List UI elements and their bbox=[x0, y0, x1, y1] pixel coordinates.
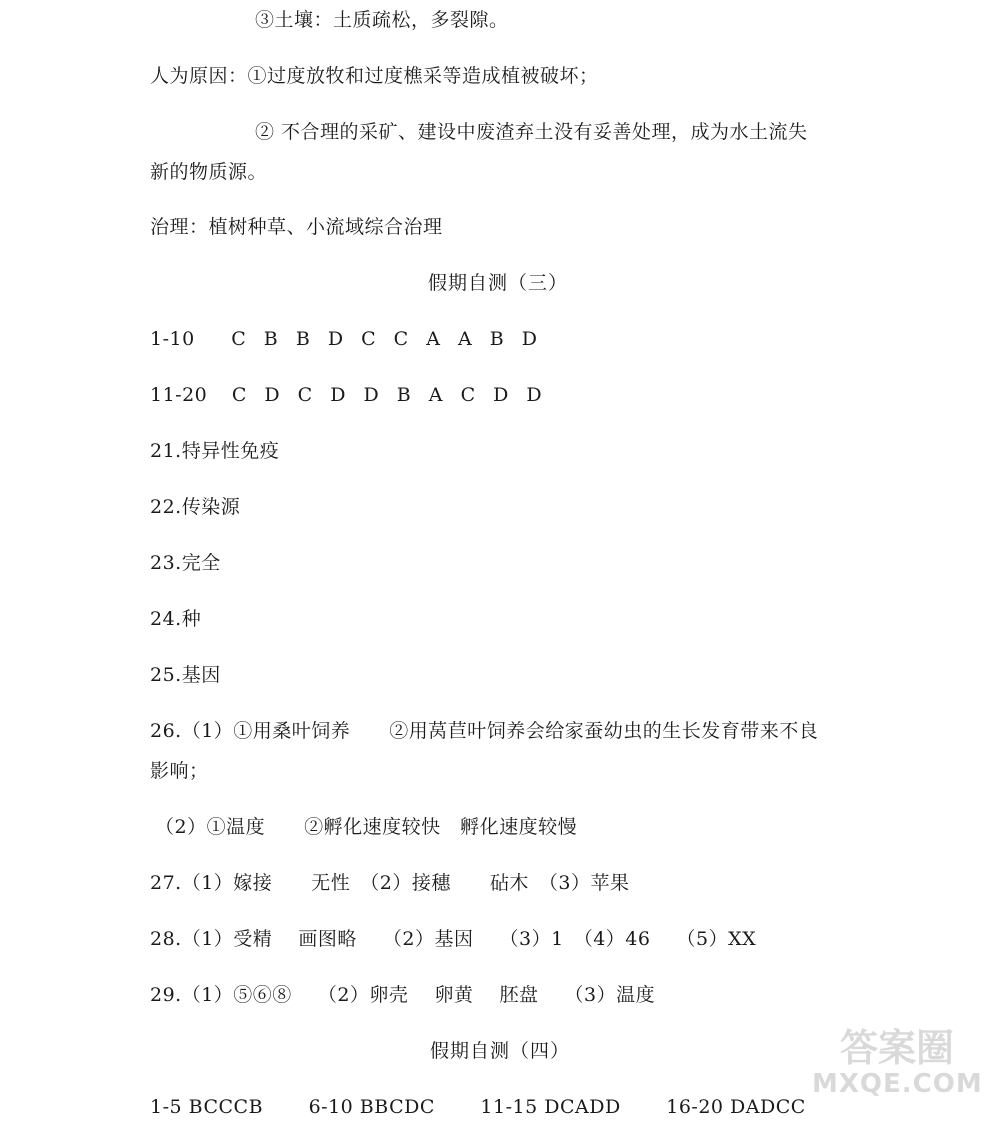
text-line-soil: ③土壤：土质疏松，多裂隙。 bbox=[255, 9, 509, 31]
text-line-mining: ② 不合理的采矿、建设中废渣弃土没有妥善处理，成为水土流失 bbox=[255, 121, 808, 143]
watermark-text-bottom: MXQE.COM bbox=[812, 1069, 983, 1099]
answer-23: 23.完全 bbox=[150, 552, 221, 574]
answer-26-part1: 26.（1）①用桑叶饲养 ②用莴苣叶饲养会给家蚕幼虫的生长发育带来不良 bbox=[150, 720, 819, 742]
text-line-mining-cont: 新的物质源。 bbox=[150, 161, 268, 183]
mc-label: 11-20 bbox=[150, 384, 208, 406]
answer-26-part2: （2）①温度 ②孵化速度较快 孵化速度较慢 bbox=[155, 816, 578, 838]
text-line-treatment: 治理：植树种草、小流域综合治理 bbox=[150, 216, 443, 238]
watermark-text-top: 答案圈 bbox=[839, 1026, 954, 1070]
answer-28: 28.（1）受精 画图略 （2）基因 （3）1 （4）46 （5）XX bbox=[150, 928, 757, 950]
answer-29: 29.（1）⑤⑥⑧ （2）卵壳 卵黄 胚盘 （3）温度 bbox=[150, 984, 656, 1006]
mc-answers-11-20 bbox=[150, 383, 548, 407]
answer-21: 21.特异性免疫 bbox=[150, 440, 280, 462]
section-title-3: 假期自测（三） bbox=[428, 272, 569, 294]
mc-answers-1-10 bbox=[150, 327, 543, 351]
mc-answers-section4: 1-5 BCCCB 6-10 BBCDC 11-15 DCADD 16-20 DADCC bbox=[150, 1096, 806, 1118]
watermark-logo bbox=[812, 1017, 982, 1107]
answer-22: 22.传染源 bbox=[150, 496, 241, 518]
section-title-4: 假期自测（四） bbox=[430, 1040, 571, 1062]
text-line-human-causes: 人为原因：①过度放牧和过度樵采等造成植被破坏； bbox=[150, 65, 599, 87]
answer-24: 24.种 bbox=[150, 608, 202, 630]
mc-values: C D C D D B A C D D bbox=[231, 384, 548, 406]
answer-27: 27.（1）嫁接 无性 （2）接穗 砧木 （3）苹果 bbox=[150, 872, 630, 894]
mc-values: C B B D C C A A B D bbox=[231, 328, 543, 350]
answer-26-part1-cont: 影响； bbox=[150, 760, 209, 782]
mc-label: 1-10 bbox=[150, 328, 195, 350]
answer-25: 25.基因 bbox=[150, 664, 221, 686]
